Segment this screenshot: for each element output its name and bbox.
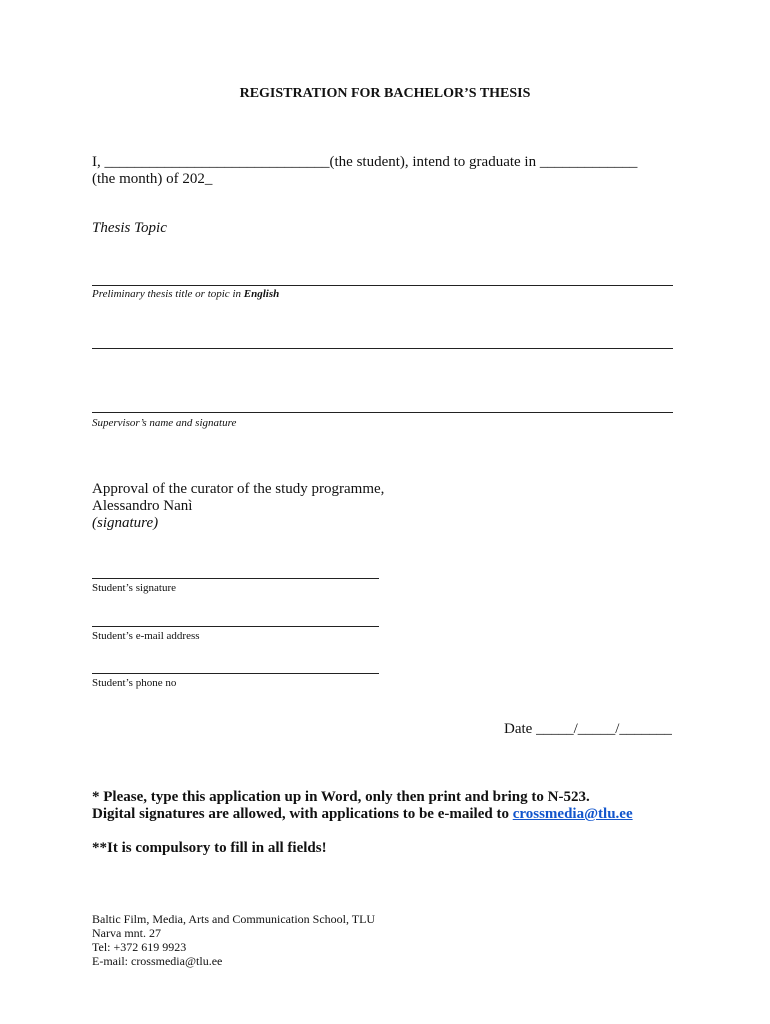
preliminary-title-language: English: [243, 288, 280, 300]
page-title: REGISTRATION FOR BACHELOR’S THESIS: [239, 86, 531, 101]
curator-name: Alessandro Nanì: [92, 498, 193, 514]
approval-line-1: Approval of the curator of the study programme,: [92, 481, 385, 497]
student-phone-label: Student’s phone no: [92, 677, 177, 689]
student-phone-line[interactable]: [92, 673, 379, 674]
thesis-title-line-2[interactable]: [92, 348, 673, 349]
footer-address: [92, 912, 375, 968]
footer-school: Baltic Film, Media, Arts and Communication School, TLU: [92, 912, 376, 926]
thesis-title-line[interactable]: [92, 285, 673, 286]
note-digital-signatures: [92, 806, 633, 823]
thesis-topic-label: Thesis Topic: [92, 220, 167, 236]
intro-line-2: (the month) of 202_: [92, 171, 213, 187]
note-print-instruction: * Please, type this application up in Word, only then print and bring to N-523.: [92, 789, 590, 805]
student-email-line[interactable]: [92, 626, 379, 627]
email-link[interactable]: crossmedia@tlu.ee: [512, 806, 633, 822]
note-digital-signatures-text: Digital signatures are allowed, with applications to be e-mailed to: [92, 806, 513, 822]
note-compulsory: **It is compulsory to fill in all fields!: [92, 840, 327, 856]
student-email-label: Student’s e-mail address: [92, 630, 200, 642]
curator-signature-label: (signature): [92, 515, 159, 531]
student-signature-line[interactable]: [92, 578, 379, 579]
footer-phone: Tel: +372 619 9923: [92, 940, 187, 954]
student-signature-label: Student’s signature: [92, 582, 177, 594]
supervisor-label: Supervisor’s name and signature: [92, 417, 237, 429]
preliminary-title-prefix: Preliminary thesis title or topic in: [92, 288, 244, 300]
preliminary-title-label: [92, 288, 279, 300]
supervisor-line[interactable]: [92, 412, 673, 413]
footer-email: E-mail: crossmedia@tlu.ee: [92, 954, 223, 968]
intro-line-1: I, ______________________________(the student), intend to graduate in _____________: [92, 154, 638, 170]
date-field[interactable]: Date _____/_____/_______: [504, 721, 672, 737]
footer-street: Narva mnt. 27: [92, 926, 161, 940]
